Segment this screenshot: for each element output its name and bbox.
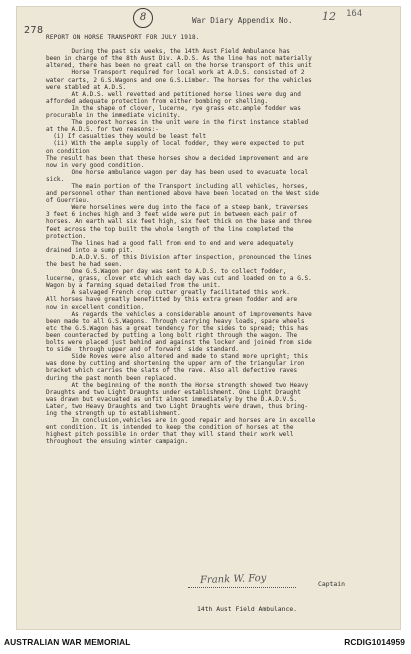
report-line: were stabled at A.D.S. <box>46 83 127 91</box>
report-line: ent condition. It is intended to keep the condition of horses at the <box>46 424 294 432</box>
report-line: The poorest horses in the unit were in the first instance stabled <box>46 119 309 127</box>
circled-folio-number: 8 <box>133 8 153 28</box>
report-line: At the beginning of the month the Horse strength showed two Heavy <box>46 381 309 389</box>
report-line: In conclusion,vehicles are in good repair and horses are in excelle <box>46 417 316 425</box>
report-line: and personnel other than mentioned above have been located on the West side <box>46 190 320 198</box>
report-line: afforded adequate protection from either bombing or shelling. <box>46 97 269 105</box>
report-line: drained into a sump pit. <box>46 246 134 254</box>
report-line: water carts, 2 G.S.Wagons and one G.S.Limber. The horses for the vehicles <box>46 76 312 84</box>
archive-reference: RCDIG1014959 <box>344 637 405 647</box>
report-line: throughout the ensuing winter campaign. <box>46 438 188 446</box>
report-line: In the shape of clover, lucerne, rye grass etc.ample fodder was <box>46 104 301 112</box>
report-line: Were horselines were dug into the face of a steep bank, traverses <box>46 204 309 212</box>
report-line: during the past month been replaced. <box>46 374 178 382</box>
page-number-stamp: 278 <box>24 25 44 36</box>
report-line: At A.D.S. well revetted and petitioned horse lines were dug and <box>46 90 301 98</box>
report-line: protection. <box>46 232 87 240</box>
report-line: etc the G.S.Wagon has a great tendency for the sides to spread; this has <box>46 324 309 332</box>
report-line: been made to all G.S.Wagons. Through carrying heavy loads, spare wheels <box>46 317 305 325</box>
report-line: During the past six weeks, the 14th Aust Field Ambulance has <box>46 48 290 56</box>
report-line: (i) If casualties they would be least felt <box>46 133 207 141</box>
report-line: One G.S.Wagon per day was sent to A.D.S. to collect fodder, <box>46 268 287 276</box>
report-line: at the A.D.S. for two reasons:- <box>46 126 159 134</box>
report-line: altered, there has been no great call on the horse transport of this unit <box>46 62 312 70</box>
report-line: bolts were placed just behind and against the locker and joined from side <box>46 339 312 347</box>
report-line: Draughts and two Light Draughts under establishment. One Light Draught <box>46 388 301 396</box>
report-line: was drawn but evacuated as unfit almost immediately by the D.A.D.V.S. <box>46 395 298 403</box>
report-line: Wagon by a farming squad detailed from the unit. <box>46 282 221 290</box>
report-line <box>46 41 370 48</box>
appendix-number: 12 <box>322 10 336 23</box>
report-line: All horses have greatly benefitted by this extra green fodder and are <box>46 296 298 304</box>
signatory-unit: 14th Aust Field Ambulance. <box>197 605 298 613</box>
report-line: The result has been that these horses show a decided improvement and are <box>46 154 309 162</box>
report-line: been in charge of the 8th Aust Div. A.D.S. As the line has not materially <box>46 55 312 63</box>
archive-credit: AUSTRALIAN WAR MEMORIAL <box>4 637 131 647</box>
report-line: D.A.D.V.S. of this Division after inspection, pronounced the lines <box>46 253 312 261</box>
report-line: 3 feet 6 inches high and 3 feet wide were put in between each pair of <box>46 211 298 219</box>
report-line: highest pitch possible in order that they will stand their work well <box>46 431 294 439</box>
report-line: Later, two Heavy Draughts and two Light Draughts were drawn, thus bring- <box>46 402 309 410</box>
appendix-label: War Diary Appendix No. <box>192 16 293 25</box>
report-line: now in very good condition. <box>46 161 145 169</box>
handwritten-signature: Frank W. Foy <box>199 572 267 587</box>
report-line: As regards the vehicles a considerable amount of improvements have <box>46 310 312 318</box>
report-line: was done by cutting and shortening the upper arm of the triangular iron <box>46 360 305 368</box>
report-line: to side through upper and of forward side standard. <box>46 346 239 354</box>
report-line: procurable in the immediate vicinity. <box>46 112 181 120</box>
folio-number: 164 <box>346 9 363 19</box>
report-line: The lines had a good fall from end to end and were adequately <box>46 239 294 247</box>
report-line: A salvaged French crop cutter greatly facilitated this work. <box>46 289 290 297</box>
report-line: lucerne, grass, clover etc which each day was cut and loaded on to a G.S. <box>46 275 312 283</box>
report-line: The main portion of the Transport including all vehicles, horses, <box>46 182 309 190</box>
report-line: now in excellent condition. <box>46 303 145 311</box>
report-line: of Guerrieu. <box>46 197 90 205</box>
report-line: (ii) With the ample supply of local fodder, they were expected to put <box>46 140 305 148</box>
signatory-rank: Captain <box>318 580 345 588</box>
report-line: ing the strength up to establishment. <box>46 409 181 417</box>
report-line: the best he had seen. <box>46 261 123 268</box>
report-line: sick. <box>46 175 65 183</box>
report-line: Side Roves were also altered and made to stand more upright; this <box>46 353 309 361</box>
report-line: feet across the top built the whole length of the line completed the <box>46 225 294 233</box>
report-line: bracket which carries the slats of the rave. Also all defective raves <box>46 367 298 375</box>
report-line: Horse Transport required for local work at A.D.S. consisted of 2 <box>46 69 305 77</box>
report-body <box>46 34 370 445</box>
report-title: REPORT ON HORSE TRANSPORT FOR JULY 1918. <box>46 34 200 41</box>
report-line: horses. An earth wall six feet high, six feet thick on the base and three <box>46 218 312 226</box>
signature-line <box>188 587 296 588</box>
report-line: on condition <box>46 147 90 155</box>
report-line: been counteracted by putting a long bolt right through the wagon. The <box>46 331 298 339</box>
report-line: One horse ambulance wagon per day has been used to evacuate local <box>46 168 309 176</box>
